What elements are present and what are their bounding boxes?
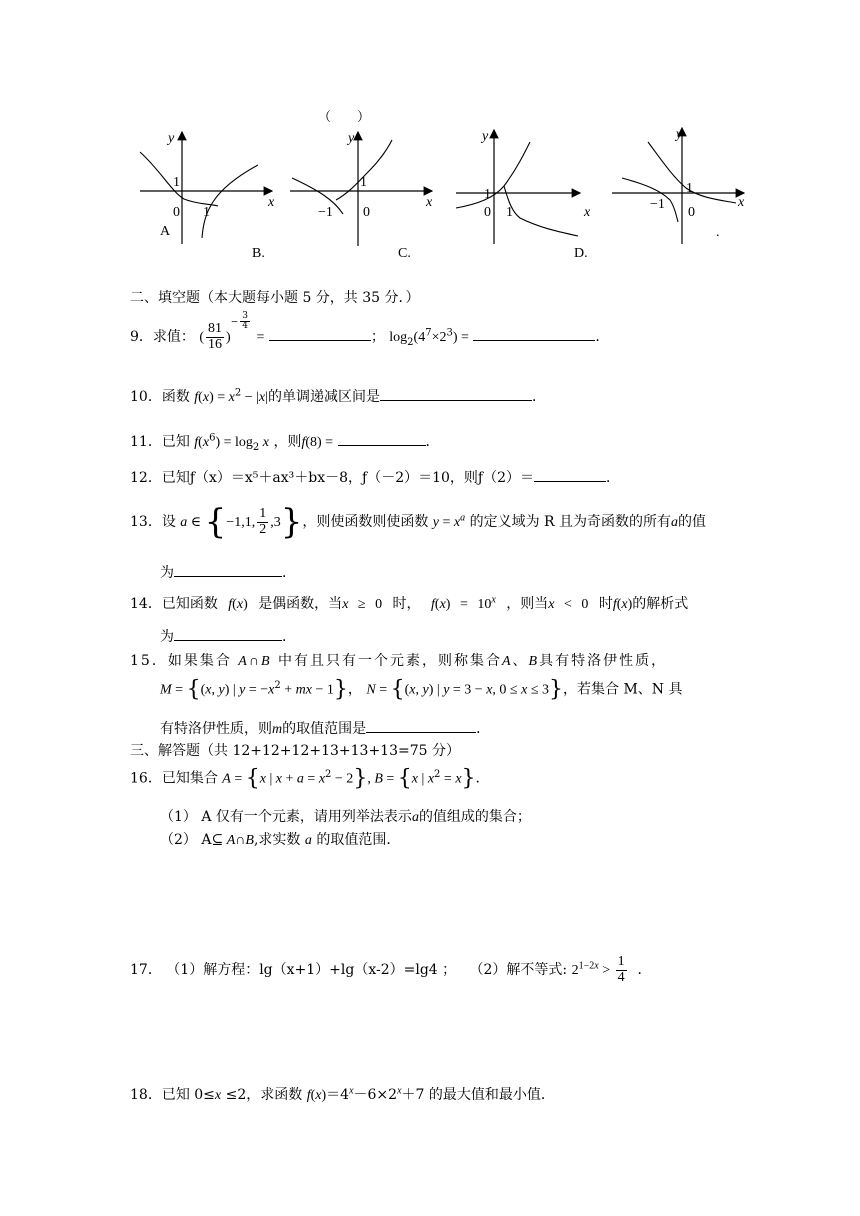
graph-d-tick-0: 0	[688, 205, 695, 220]
section-2-heading: 二、填空题（本大题每小题 5 分，共 35 分．）	[130, 290, 420, 306]
graph-c-letter: C.	[398, 246, 411, 261]
q12-blank[interactable]	[534, 467, 606, 482]
q15-blank[interactable]	[366, 718, 476, 733]
graph-c	[456, 130, 580, 244]
graph-d-letter: D.	[574, 246, 588, 261]
q9-prefix: 求值：	[152, 329, 195, 346]
graph-c-tick-1x: 1	[506, 205, 513, 220]
q10-blank[interactable]	[380, 386, 532, 401]
section-3-heading: 三、解答题（共 12+12+12+13+13+13=75 分）	[130, 743, 460, 759]
graph-a-x-label: x	[268, 195, 275, 210]
q9-number: 9．	[130, 329, 153, 346]
q9-fraction: $\frac{81}{16}$	[208, 321, 223, 352]
graph-a-letter: A	[160, 224, 171, 239]
question-13-line2: 为 ．	[160, 562, 296, 582]
graph-d-x-label: x	[738, 195, 745, 210]
graph-d-tick-1y: 1	[686, 181, 693, 196]
graph-b-letter: B.	[252, 246, 265, 261]
graph-b-tick-neg1: −1	[318, 205, 333, 220]
graph-c-x-label: x	[584, 205, 591, 220]
question-16: 16．已知集合 A = {x | $x + a = x^2 - 2$}, B = {x | $x^2 = x$}．	[130, 766, 490, 791]
graph-b-x-label: x	[426, 195, 433, 210]
question-16-part2: （2） A⊆ A∩B,求实数 a 的取值范围．	[160, 832, 401, 848]
question-16-part1: （1） A 仅有一个元素，请用列举法表示a的值组成的集合；	[160, 809, 531, 825]
graph-b-tick-0: 0	[363, 205, 370, 220]
graph-a-tick-1y: 1	[173, 175, 180, 190]
question-11: 11．已知 $f(x^6) = \log_2 x$ ，则f(8) = ．	[130, 432, 440, 453]
q9-blank-2[interactable]	[473, 326, 595, 341]
question-15-line2: M = {(x, y) | $y = -x^2$ + mx − 1}， N = {(x, y) | y = 3 − x, 0 ≤ x ≤ 3}，若集合 M、N 具	[160, 677, 683, 702]
graph-b-tick-1y: 1	[360, 175, 367, 190]
graph-d-dot: .	[716, 225, 720, 240]
answer-paren: （ ）	[318, 110, 371, 125]
graph-c-y-label: y	[482, 129, 489, 144]
question-13: 13．设 a ∈ {−1,1, $\frac{1}{2}$ ,3}，则使函数则使函数 $y = x^a$ 的定义域为 R 且为奇函数的所有a的值	[130, 502, 707, 542]
graph-d-tick-neg1: −1	[650, 197, 665, 212]
q11-blank[interactable]	[338, 431, 426, 446]
question-14: 14．已知函数 f(x) 是偶函数，当x ≥ 0 时， $f(x) = 10^x$ ，则当x < 0 时f(x)的解析式	[130, 594, 689, 612]
question-12: 12．已知ƒ（x）＝x⁵＋ax³＋bx－8，ƒ（－2）＝10，则ƒ（2）＝ ．	[130, 467, 620, 487]
question-18: 18．已知 0≤x ≤2，求函数 $f(x)=4^x-6\times 2^x+7$ 的最大值和最小值．	[130, 1085, 555, 1103]
graph-a-tick-1x: 1	[203, 205, 210, 220]
question-9: 9．求值： ( $\frac{81}{16}$ )− $\frac{3}{4}$ = ； $\log_2(4^7\times 2^3)$ = ．	[130, 311, 610, 352]
graph-c-tick-1y: 1	[484, 187, 491, 202]
graph-a-tick-0: 0	[173, 205, 180, 220]
question-10: 10．函数 $f(x) = x^2 - |x|$的单调递减区间是 ．	[130, 387, 546, 405]
graph-c-tick-0: 0	[484, 205, 491, 220]
q9-blank-1[interactable]	[269, 326, 371, 341]
graph-b-y-label: y	[348, 131, 355, 146]
q13-blank[interactable]	[174, 562, 282, 577]
question-15-line3: 有特洛伊性质，则m的取值范围是 ．	[160, 718, 490, 738]
question-14-line2: 为 ．	[160, 626, 296, 646]
graph-d	[612, 128, 744, 244]
graph-options	[0, 0, 860, 280]
graph-d-y-label: y	[676, 127, 683, 142]
graph-a-y-label: y	[168, 131, 175, 146]
question-15: 15．如果集合 A∩B 中有且只有一个元素，则称集合A、B具有特洛伊性质，	[130, 653, 668, 669]
q14-blank[interactable]	[174, 626, 282, 641]
question-17: 17． （1）解方程：lg（x+1）+lg（x-2）=lg4 ； （2）解不等式: $2^{1-2x}$ > $\frac{1}{4}$ ．	[130, 954, 652, 985]
